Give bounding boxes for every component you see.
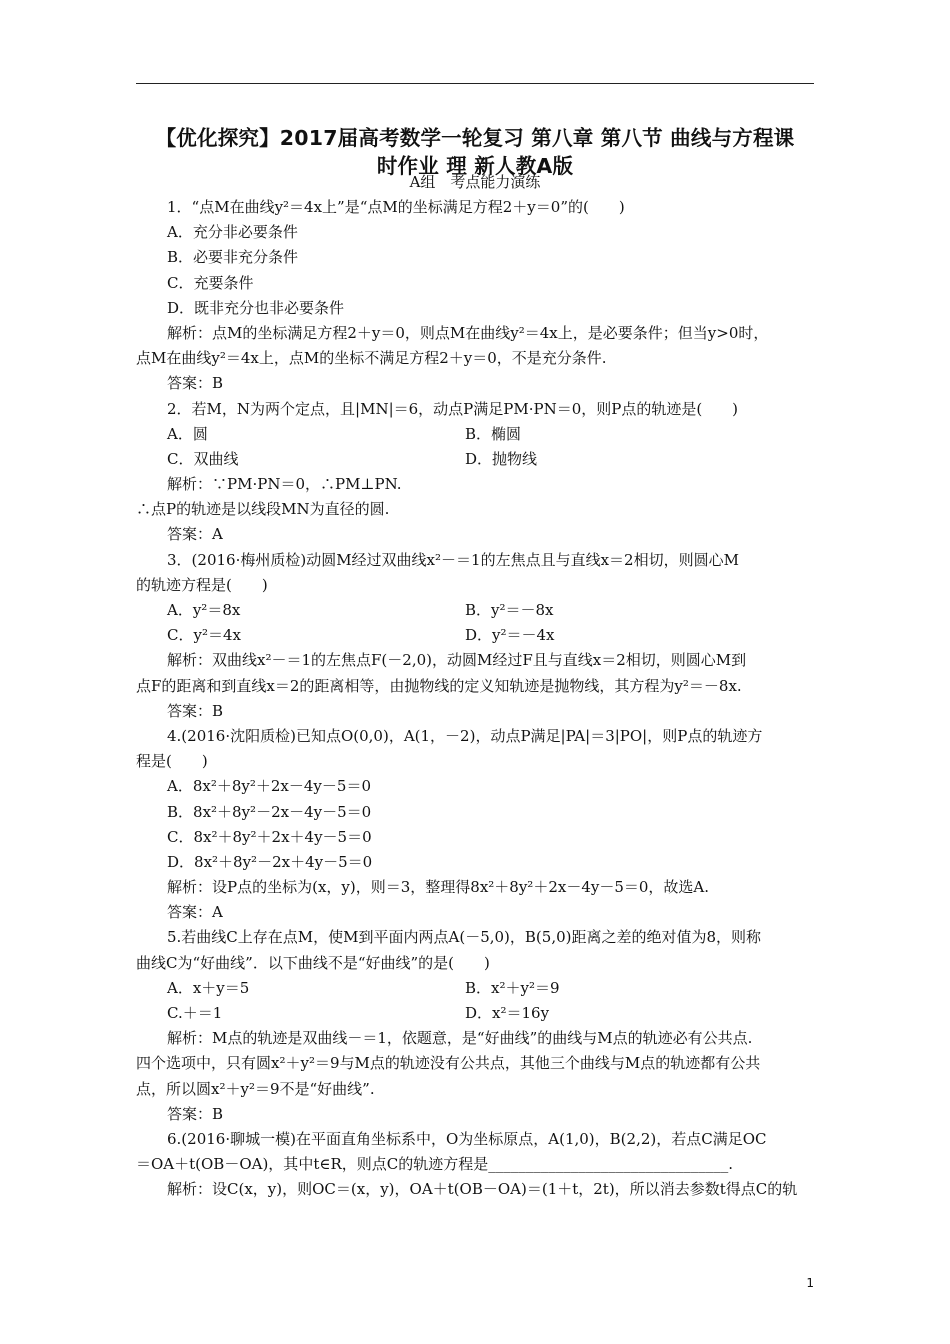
text-line: 四个选项中，只有圆x²＋y²＝9与M点的轨迹没有公共点，其他三个曲线与M点的轨迹都有公共 (136, 1054, 761, 1073)
option-row (136, 976, 814, 1001)
page-number: 1 (806, 1276, 814, 1290)
text-line: A．8x²＋8y²＋2x－4y－5＝0 (167, 777, 371, 796)
option-left: C.＋＝1 (167, 1004, 223, 1022)
title-line-1: 【优化探究】2017届高考数学一轮复习 第八章 第八节 曲线与方程课 (155, 126, 795, 150)
section-heading: A组 考点能力演练 (409, 173, 541, 191)
option-right: D．抛物线 (465, 449, 538, 468)
text-line: 1．“点M在曲线y²＝4x上”是“点M的坐标满足方程2＋y＝0”的( ) (167, 198, 625, 216)
text-line: 解析：点M的坐标满足方程2＋y＝0，则点M在曲线y²＝4x上，是必要条件；但当y>0时， (167, 323, 769, 342)
text-line: 答案：B (167, 1104, 224, 1123)
text-line: 5.若曲线C上存在点M，使M到平面内两点A(－5,0)，B(5,0)距离之差的绝对值为8，则称 (167, 928, 762, 947)
text-line: 点F的距离和到直线x＝2的距离相等，由抛物线的定义知轨迹是抛物线，其方程为y²＝－8x. (136, 676, 742, 695)
document-body (136, 195, 814, 1203)
text-line: 2．若M，N为两个定点，且|MN|＝6，动点P满足PM·PN＝0，则P点的轨迹是( ) (167, 399, 739, 418)
text-line: 答案：B (167, 374, 224, 393)
header-rule (136, 83, 814, 84)
text-line: 答案：A (167, 903, 223, 922)
text-line: 的轨迹方程是( ) (136, 575, 268, 594)
option-right: D．y²＝－4x (465, 626, 555, 645)
text-line: 解析：M点的轨迹是双曲线－＝1，依题意，是“好曲线”的曲线与M点的轨迹必有公共点. (167, 1029, 753, 1048)
option-left: C．双曲线 (167, 449, 239, 468)
text-line: A．充分非必要条件 (167, 223, 298, 242)
option-row (136, 422, 814, 447)
option-right: B．椭圆 (465, 424, 522, 443)
text-line: B．8x²＋8y²－2x－4y－5＝0 (167, 802, 372, 821)
text-line: 曲线C为“好曲线”．以下曲线不是“好曲线”的是( ) (136, 953, 490, 972)
text-line: D．8x²＋8y²－2x＋4y－5＝0 (167, 852, 373, 871)
text-line: B．必要非充分条件 (167, 248, 299, 267)
text-line: 点M在曲线y²＝4x上，点M的坐标不满足方程2＋y＝0，不是充分条件. (136, 349, 607, 368)
text-line: 6.(2016·聊城一模)在平面直角坐标系中，O为坐标原点，A(1,0)，B(2,2)，若点C满足OC (167, 1129, 767, 1148)
text-line: 点，所以圆x²＋y²＝9不是“好曲线”. (136, 1079, 375, 1098)
option-right: D．x²＝16y (465, 1004, 550, 1022)
option-right: B．x²＋y²＝9 (465, 978, 560, 997)
option-row (136, 1001, 814, 1026)
text-line: 解析：∵PM·PN＝0，∴PM⊥PN. (167, 475, 402, 494)
option-row (136, 623, 814, 648)
text-line: 答案：A (167, 525, 223, 544)
option-left: C．y²＝4x (167, 626, 241, 645)
option-row (136, 447, 814, 472)
option-right: B．y²＝－8x (465, 601, 554, 619)
option-left: A．x＋y＝5 (167, 978, 250, 997)
text-line: C．8x²＋8y²＋2x＋4y－5＝0 (167, 827, 372, 846)
text-line: 4.(2016·沈阳质检)已知点O(0,0)，A(1，－2)，动点P满足|PA|＝3|PO|，则P点的轨迹方 (167, 726, 763, 745)
text-line: 3．(2016·梅州质检)动圆M经过双曲线x²－＝1的左焦点且与直线x＝2相切，则圆心M (167, 550, 739, 569)
option-left: A．y²＝8x (167, 601, 241, 619)
text-line: 解析：设C(x，y)，则OC＝(x，y)，OA＋t(OB－OA)＝(1＋t，2t)，所以消去参数t得点C的轨 (167, 1180, 798, 1199)
option-left: A．圆 (167, 424, 208, 443)
text-line: 解析：双曲线x²－＝1的左焦点F(－2,0)，动圆M经过F且与直线x＝2相切，则圆心M到 (167, 651, 747, 670)
text-line: 答案：B (167, 701, 224, 720)
text-line: D．既非充分也非必要条件 (167, 298, 345, 317)
title-line-2: 时作业 理 新人教A版 (376, 154, 574, 178)
option-row (136, 598, 814, 623)
text-line: 解析：设P点的坐标为(x，y)，则＝3，整理得8x²＋8y²＋2x－4y－5＝0，故选A. (167, 878, 710, 897)
text-line: ∴点P的轨迹是以线段MN为直径的圆. (136, 500, 390, 519)
text-line: ＝OA＋t(OB－OA)，其中t∈R，则点C的轨迹方程是________________________________. (136, 1155, 733, 1174)
text-line: 程是( ) (136, 752, 208, 771)
text-line: C．充要条件 (167, 273, 254, 292)
